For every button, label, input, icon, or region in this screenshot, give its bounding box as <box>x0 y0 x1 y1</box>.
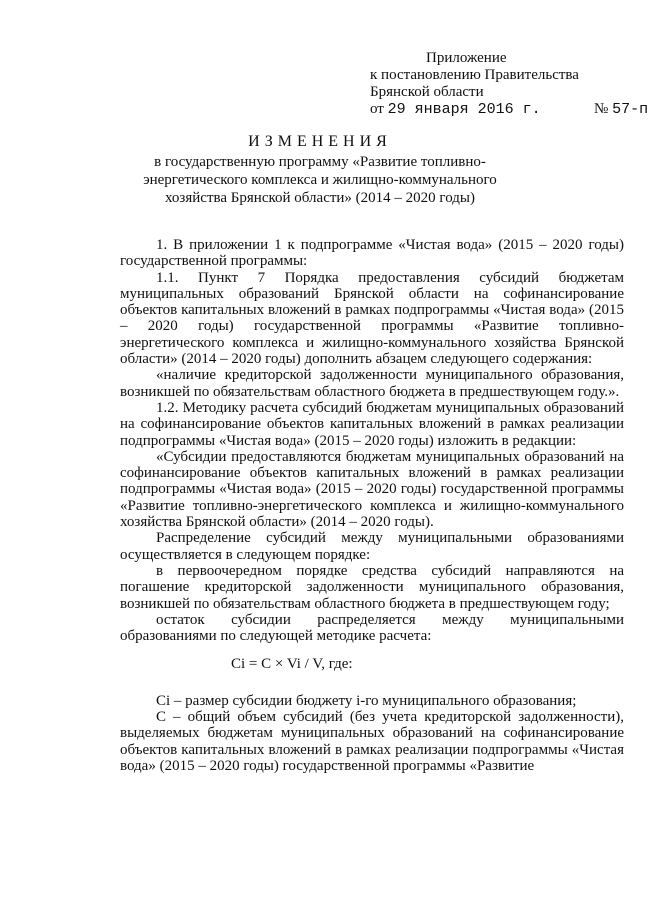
formula: Ci = C × Vi / V, где: <box>231 656 353 673</box>
paragraph: остаток субсидии распределяется между муниципальными образованиями по следующей методике расчета: <box>120 611 624 645</box>
date-prefix: от <box>370 101 384 117</box>
paragraph: 1.2. Методику расчета субсидий бюджетам муниципальных образований на софинансирование объектов капитальных вложений в рамках реализации подпрограммы «Чистая вода» (2015 – 2020 годы) изложить в редакции: <box>120 399 624 449</box>
paragraph: «наличие кредиторской задолженности муниципального образования, возникшей по обязательствам областного бюджета в предшествующем году.». <box>120 367 624 400</box>
appendix-label: Приложение <box>426 50 507 66</box>
number-value: 57-п <box>612 101 648 118</box>
paragraph: 1. В приложении 1 к подпрограмме «Чистая вода» (2015 – 2020 годы) государственной программы: <box>120 237 624 270</box>
date-value: 29 января 2016 г. <box>387 101 541 118</box>
decree-number <box>594 101 648 118</box>
paragraph: в первоочередном порядке средства субсидий направляются на погашение кредиторской задолженности муниципального образования, возникшей по обязательствам областного бюджета в предшествующем году; <box>120 562 624 612</box>
document-body <box>120 237 624 774</box>
paragraph: «Субсидии предоставляются бюджетам муниципальных образований на софинансирование объектов капитальных вложений в рамках реализации подпрограммы «Чистая вода» (2015 – 2020 годы) государственной программы «Развитие топливно-энергетического комплекса и жилищно-коммунального хозяйства Брянской области» (2014 – 2020 годы). <box>120 448 624 531</box>
appendix-block <box>370 50 648 118</box>
appendix-date-line <box>370 101 579 118</box>
document-title: ИЗМЕНЕНИЯ <box>248 133 392 150</box>
appendix-decree-ref: к постановлению Правительства <box>370 67 579 83</box>
paragraph: Ci – размер субсидии бюджету i-го муниципального образования; <box>156 692 577 709</box>
number-label: № <box>594 101 609 117</box>
appendix-region: Брянской области <box>370 84 484 100</box>
paragraph: C – общий объем субсидий (без учета кредиторской задолженности), выделяемых бюджетам муниципальных образований на софинансирование объектов капитальных вложений в рамках реализации подпрограммы «Чистая вода» (2015 – 2020 годы) государственной программы «Развитие <box>120 709 624 774</box>
document-subtitle: в государственную программу «Развитие топливно-энергетического комплекса и жилищно-коммунального хозяйства Брянской области» (2014 – 2020 годы) <box>143 154 497 206</box>
paragraph: Распределение субсидий между муниципальными образованиями осуществляется в следующем порядке: <box>120 530 624 563</box>
paragraph: 1.1. Пункт 7 Порядка предоставления субсидий бюджетам муниципальных образований Брянской области на софинансирование объектов капитальных вложений в рамках подпрограммы «Чистая вода» (2015 – 2020 годы) государственной программы «Развитие топливно-энергетического комплекса и жилищно-коммунального хозяйства Брянской области» (2014 – 2020 годы) дополнить абзацем следующего содержания: <box>120 269 624 368</box>
